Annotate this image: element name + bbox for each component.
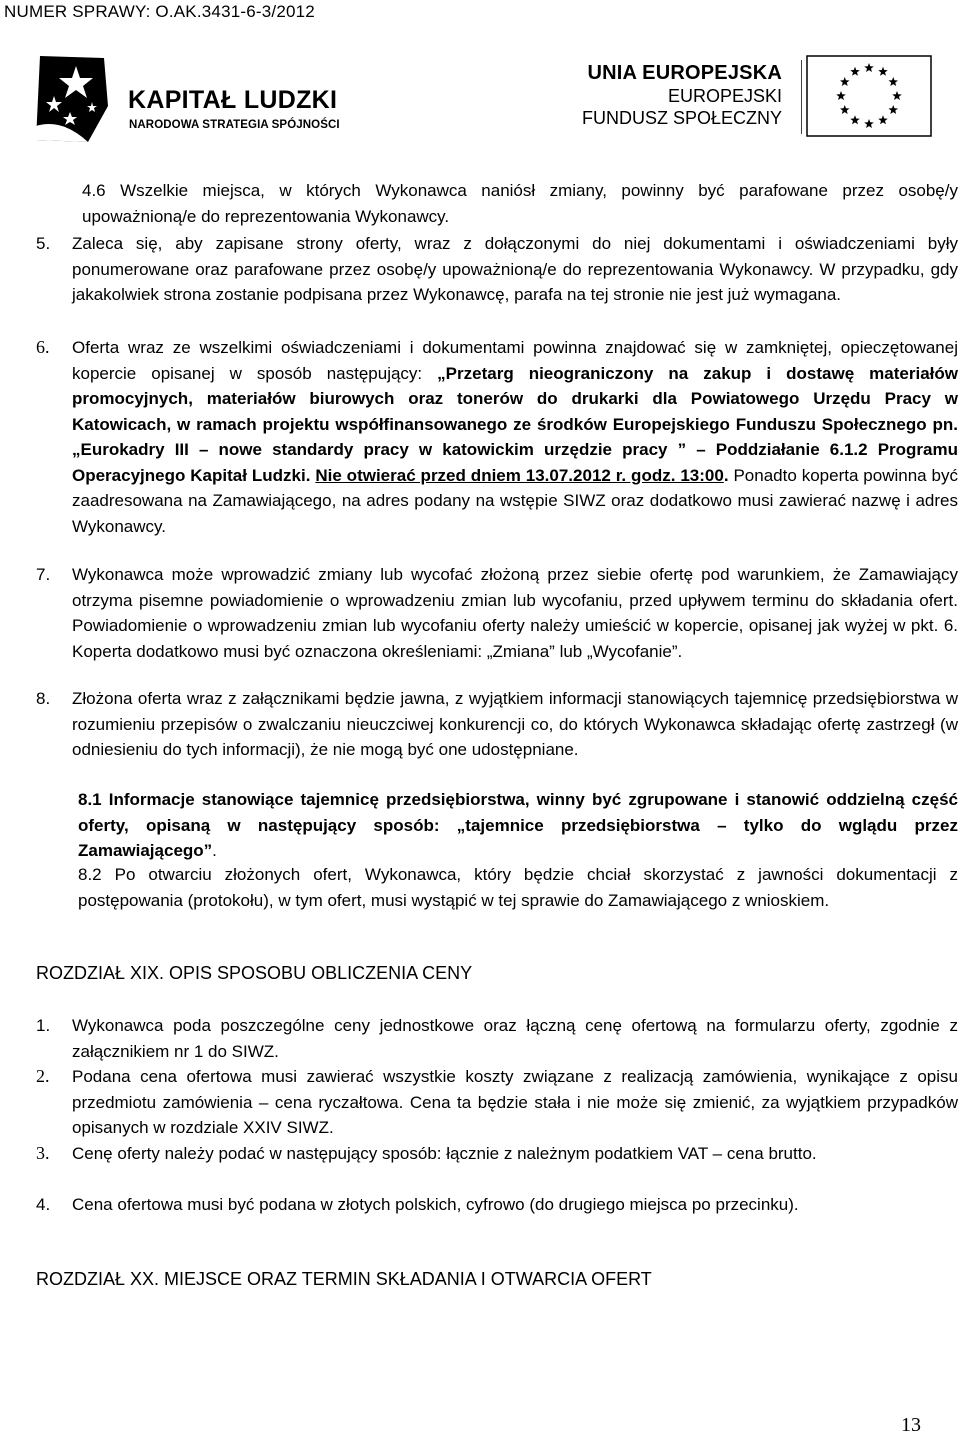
list-number: 1. xyxy=(36,1016,51,1035)
list-number: 3. xyxy=(36,1143,50,1163)
list-number: 7. xyxy=(36,565,51,584)
paragraph-8-2: 8.2 Po otwarciu złożonych ofert, Wykonawca, który będzie chciał skorzystać z jawności dokumentacji z postępowania (protokołu), w tym ofert, musi wystąpić w tej sprawie do Zamawiającego z wnioskiem. xyxy=(78,865,958,910)
section-heading-xix: ROZDZIAŁ XIX. OPIS SPOSOBU OBLICZENIA CENY xyxy=(36,963,473,983)
eu-text-block xyxy=(582,62,782,129)
eu-line-european: EUROPEJSKI xyxy=(667,86,782,106)
eu-star-icon xyxy=(864,63,874,72)
list-item-8: 8. Złożona oferta wraz z załącznikami będzie jawna, z wyjątkiem informacji stanowiących tajemnicę przedsiębiorstwa w rozumieniu przepisów o zwalczaniu nieuczciwej konkurencji co, do których Wykonawca składając ofertę zastrzegł (w odniesieniu do tych informacji), że nie mogą być one udostępniane. xyxy=(36,686,958,763)
page-number: 13 xyxy=(901,1414,921,1436)
eu-line-union: UNIA EUROPEJSKA xyxy=(587,62,782,84)
eu-star-icon xyxy=(850,115,860,124)
paragraph-8-1: 8.1 Informacje stanowiące tajemnicę przedsiębiorstwa, winny być zgrupowane i stanowić oddzielną część oferty, opisaną w następujący sposób: „tajemnice przedsiębiorstwa – tylko do wglądu przez Zamawiającego”. xyxy=(78,790,958,860)
kapital-ludzki-logo xyxy=(32,50,340,150)
eu-star-icon xyxy=(864,119,874,128)
eu-star-icon xyxy=(892,91,902,100)
paragraph-4-6: 4.6 Wszelkie miejsca, w których Wykonawca naniósł zmiany, powinny być parafowane przez osobę/y upoważnioną/e do reprezentowania Wykonawcy. xyxy=(82,181,958,226)
eu-star-icon xyxy=(840,77,850,86)
eu-star-icon xyxy=(850,67,860,76)
list-item-5: 5. Zaleca się, aby zapisane strony oferty, wraz z dołączonymi do niej dokumentami i oświadczeniami były ponumerowane oraz parafowane przez osobę/y upoważnioną/e do reprezentowania Wykonawcy. W przypadku, gdy jakakolwiek strona zostanie podpisana przez Wykonawcę, parafa na tej stronie nie jest już wymagana. xyxy=(36,231,958,308)
xix-item-1: 1. Wykonawca poda poszczególne ceny jednostkowe oraz łączną cenę ofertową na formularzu oferty, zgodnie z załącznikiem nr 1 do SIWZ. xyxy=(36,1013,958,1064)
list-item-7: 7. Wykonawca może wprowadzić zmiany lub wycofać złożoną przez siebie ofertę pod warunkiem, że Zamawiający otrzyma pisemne powiadomienie o wprowadzeniu zmian lub wycofaniu, przed upływem terminu do składania ofert. Powiadomienie o wprowadzeniu zmian lub wycofaniu oferty należy umieścić w kopercie, opisanej jak wyżej w pkt. 6. Koperta dodatkowo musi być oznaczona określeniami: „Zmiana” lub „Wycofanie”. xyxy=(36,562,958,664)
eu-star-icon xyxy=(836,91,846,100)
deadline-note: Nie otwierać przed dniem 13.07.2012 r. godz. 13:00 xyxy=(315,465,724,485)
kapital-ludzki-subtitle: NARODOWA STRATEGIA SPÓJNOŚCI xyxy=(129,119,340,131)
eu-line-fund: FUNDUSZ SPOŁECZNY xyxy=(582,108,783,128)
eu-star-icon xyxy=(878,67,888,76)
eu-star-icon xyxy=(888,105,898,114)
list-number: 4. xyxy=(36,1195,51,1214)
eu-logo xyxy=(582,62,942,152)
section-heading-xx: ROZDZIAŁ XX. MIEJSCE ORAZ TERMIN SKŁADANIA I OTWARCIA OFERT xyxy=(36,1269,652,1289)
kapital-ludzki-star-mark-icon xyxy=(32,52,112,144)
case-number: NUMER SPRAWY: O.AK.3431-6-3/2012 xyxy=(4,2,315,21)
list-number: 8. xyxy=(36,689,51,708)
xix-item-2: 2. Podana cena ofertowa musi zawierać wszystkie koszty związane z realizacją zamówienia, wynikające z opisu przedmiotu zamówienia – cena ryczałtowa. Cena ta będzie stała i nie może się zmienić, za wyjątkiem przypadków opisanych w rozdziale XXIV SIWZ. xyxy=(36,1066,958,1137)
list-item-6: 6. Oferta wraz ze wszelkimi oświadczeniami i dokumentami powinna znajdować się w zamkniętej, opieczętowanej kopercie opisanej w sposób następujący: „Przetarg nieograniczony na zakup i dostawę materiałów promocyjnych, materiałów biurowych oraz tonerów do drukarki dla Powiatowego Urzędu Pracy w Katowicach, w ramach projektu współfinansowanego ze środków Europejskiego Funduszu Społecznego pn. „Eurokadry III – nowe standardy pracy w katowickim urzędzie pracy ” – Poddziałanie 6.1.2 Programu Operacyjnego Kapitał Ludzki. Nie otwierać przed dniem 13.07.2012 r. godz. 13:00. Ponadto koperta powinna być zaadresowana na Zamawiającego, na adres podany na wstępie SIWZ oraz dodatkowo musi zawierać nazwę i adres Wykonawcy. xyxy=(36,337,958,536)
list-number: 2. xyxy=(36,1066,50,1086)
eu-star-icon xyxy=(878,115,888,124)
xix-item-3: 3. Cenę oferty należy podać w następujący sposób: łącznie z należnym podatkiem VAT – cena brutto. xyxy=(36,1141,958,1167)
eu-stars-flag-icon xyxy=(801,50,935,138)
list-number: 5. xyxy=(36,234,51,253)
eu-star-icon xyxy=(888,77,898,86)
eu-star-icon xyxy=(840,105,850,114)
xix-item-4: 4. Cena ofertowa musi być podana w złotych polskich, cyfrowo (do drugiego miejsca po przecinku). xyxy=(36,1192,958,1218)
kapital-ludzki-title: KAPITAŁ LUDZKI xyxy=(128,86,338,114)
list-number: 6. xyxy=(36,337,50,357)
